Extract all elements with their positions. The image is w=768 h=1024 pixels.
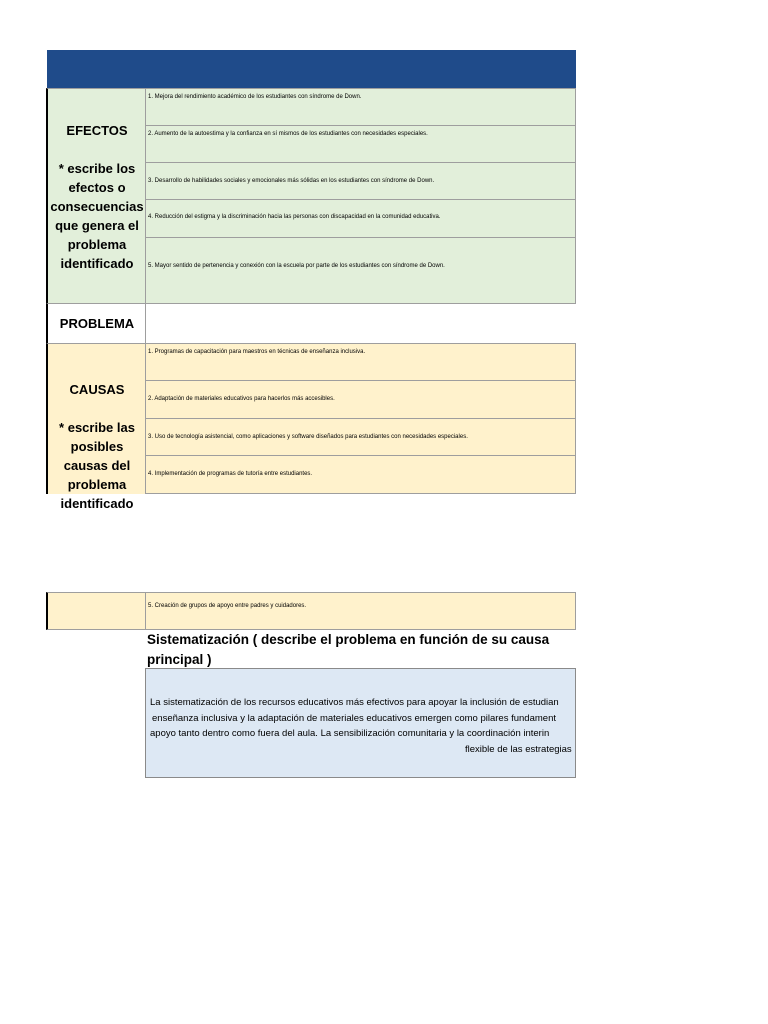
sistematizacion-text (150, 695, 576, 757)
efectos-title: EFECTOS (66, 123, 128, 138)
causa-5-label-cell (46, 592, 146, 630)
problema-label: PROBLEMA (46, 304, 146, 343)
efecto-text-4: 4. Reducción del estigma y la discriminación hacia las personas con discapacidad en la comunidad educativa. (148, 214, 441, 220)
efecto-text-3: 3. Desarrollo de habilidades sociales y emocionales más sólidas en los estudiantes con síndrome de Down. (148, 178, 435, 184)
causa-text-2: 2. Adaptación de materiales educativos para hacerlos más accesibles. (148, 396, 335, 402)
causa-text-5: 5. Creación de grupos de apoyo entre padres y cuidadores. (148, 603, 307, 609)
efecto-row-4[interactable] (145, 199, 576, 238)
causas-instruction: * escribe las posibles causas del problema identificado (59, 420, 135, 511)
causa-text-1: 1. Programas de capacitación para maestros en técnicas de enseñanza inclusiva. (148, 349, 366, 355)
causa-text-4: 4. Implementación de programas de tutoría entre estudiantes. (148, 471, 313, 477)
efecto-text-2: 2. Aumento de la autoestima y la confianza en sí mismos de los estudiantes con necesidades especiales. (148, 131, 428, 137)
causa-row-4[interactable] (145, 455, 576, 494)
efectos-label-cell (46, 88, 146, 304)
sistematizacion-line-3: apoyo tanto dentro como fuera del aula. La sensibilización comunitaria y la coordinación interin (150, 728, 550, 739)
causas-title: CAUSAS (69, 382, 125, 397)
causa-row-1[interactable] (145, 343, 576, 381)
efecto-row-3[interactable] (145, 162, 576, 200)
header-bar (47, 50, 576, 88)
efecto-text-5: 5. Mayor sentido de pertenencia y conexión con la escuela por parte de los estudiantes con síndrome de Down. (148, 263, 445, 269)
efecto-row-1[interactable] (145, 88, 576, 126)
problema-cell[interactable] (145, 304, 576, 343)
sistematizacion-box[interactable] (145, 668, 576, 778)
efectos-instruction: * escribe los efectos o consecuencias que genera el problema identificado (50, 161, 144, 271)
causa-row-5[interactable] (145, 592, 576, 630)
sistematizacion-line-2: enseñanza inclusiva y la adaptación de materiales educativos emergen como pilares fundament (152, 712, 556, 724)
causa-row-3[interactable] (145, 418, 576, 456)
causas-label-cell (46, 343, 146, 511)
efecto-text-1: 1. Mejora del rendimiento académico de los estudiantes con síndrome de Down. (148, 94, 362, 100)
efecto-row-2[interactable] (145, 125, 576, 163)
causa-row-2[interactable] (145, 380, 576, 419)
sistematizacion-line-4: flexible de las estrategias (465, 743, 572, 755)
sistematizacion-title: Sistematización ( describe el problema en función de su causa principal ) (147, 632, 550, 667)
efecto-row-5[interactable] (145, 237, 576, 304)
causa-text-3: 3. Uso de tecnología asistencial, como aplicaciones y software diseñados para estudiantes con necesidades especiales. (148, 434, 468, 440)
sistematizacion-line-1: La sistematización de los recursos educativos más efectivos para apoyar la inclusión de estudian (150, 697, 559, 708)
